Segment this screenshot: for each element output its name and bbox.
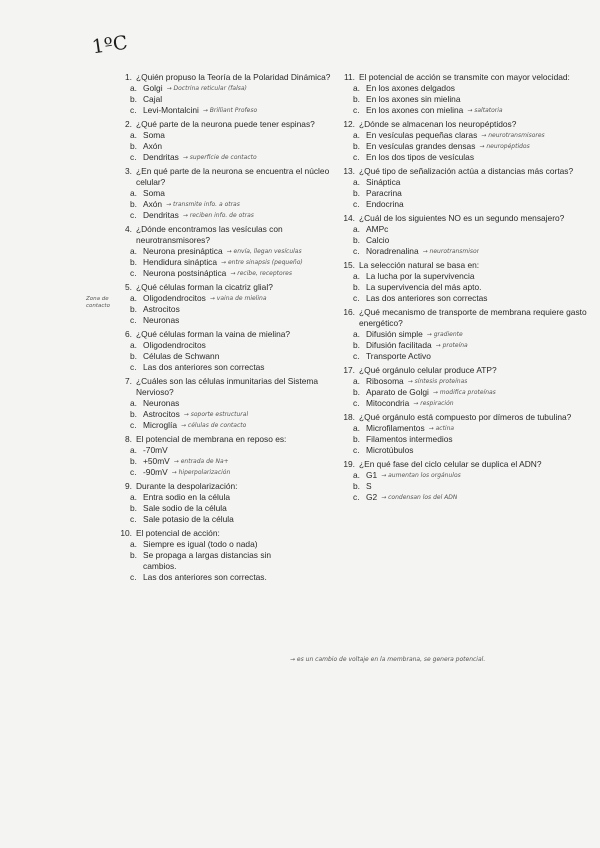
option-letter: a. [130, 492, 137, 502]
question-header [114, 72, 346, 83]
answer-option[interactable] [337, 177, 587, 188]
option-text: Soma [143, 130, 165, 140]
option-text: Filamentos intermedios [366, 434, 453, 444]
margin-note: Zona de contacto [86, 296, 110, 309]
answer-option[interactable] [337, 340, 587, 351]
option-letter: b. [353, 94, 360, 104]
handwritten-note: → proteína [435, 342, 468, 349]
option-letter: c. [130, 105, 137, 115]
option-text: En los dos tipos de vesículas [366, 152, 475, 162]
question [114, 119, 346, 163]
handwritten-note: → soporte estructural [183, 411, 249, 418]
option-text: En los axones delgados [366, 83, 455, 93]
option-text: En vesículas pequeñas claras [366, 130, 478, 140]
option-letter: b. [353, 235, 360, 245]
option-letter: a. [130, 188, 137, 198]
answer-option[interactable] [337, 94, 587, 105]
option-letter: a. [130, 83, 137, 93]
option-text: En los axones con mielina [366, 105, 464, 115]
question-header [337, 119, 587, 130]
answer-option[interactable] [337, 481, 587, 492]
question-text: El potencial de acción se transmite con mayor velocidad: [359, 72, 570, 82]
option-text: -70mV [143, 445, 168, 455]
answer-option[interactable] [337, 141, 587, 152]
question-header [337, 213, 587, 224]
question-header [114, 119, 346, 130]
option-text: Endocrina [366, 199, 404, 209]
option-letter: b. [353, 282, 360, 292]
question [337, 365, 587, 409]
question-number: 19. [343, 459, 355, 469]
question-text: ¿Qué tipo de señalización actúa a distancias más cortas? [359, 166, 574, 176]
option-letter: a. [353, 224, 360, 234]
option-letter: c. [130, 152, 137, 162]
option-text: Paracrina [366, 188, 402, 198]
handwritten-note: → reciben info. de otras [182, 212, 254, 219]
option-text: La lucha por la supervivencia [366, 271, 475, 281]
question-header [114, 282, 346, 293]
option-text: Entra sodio en la célula [143, 492, 231, 502]
handwritten-note: → Brilliant Profeso [202, 107, 258, 114]
option-text: Cajal [143, 94, 163, 104]
answer-option[interactable] [114, 246, 346, 257]
option-text: G1 [366, 470, 378, 480]
option-text: Oligodendrocitos [143, 340, 206, 350]
question-text: El potencial de membrana en reposo es: [136, 434, 287, 444]
option-text: Microtúbulos [366, 445, 414, 455]
option-text: Astrocitos [143, 409, 180, 419]
option-letter: b. [130, 409, 137, 419]
bottom-handwritten-note: → es un cambio de voltaje en la membrana, se genera potencial. [290, 656, 486, 663]
question [337, 166, 587, 210]
option-text: Neurona postsináptica [143, 268, 227, 278]
answer-option[interactable] [114, 257, 346, 268]
option-letter: b. [130, 304, 137, 314]
answer-option[interactable] [114, 514, 346, 525]
answer-option[interactable] [337, 434, 587, 445]
answer-option[interactable] [337, 188, 587, 199]
option-letter: a. [130, 340, 137, 350]
option-text: Neuronas [143, 315, 180, 325]
option-letter: a. [130, 246, 137, 256]
answer-option[interactable] [114, 503, 346, 514]
option-text: Difusión facilitada [366, 340, 432, 350]
option-letter: b. [353, 387, 360, 397]
option-text: +50mV [143, 456, 170, 466]
option-letter: b. [130, 257, 137, 267]
option-letter: a. [353, 376, 360, 386]
option-text: Sale potasio de la célula [143, 514, 234, 524]
option-letter: c. [130, 467, 137, 477]
option-text: Las dos anteriores son correctas [143, 362, 265, 372]
handwritten-note: → Doctrina reticular (falsa) [166, 85, 247, 92]
handwritten-note: → hiperpolarización [171, 469, 231, 476]
answer-option[interactable] [114, 340, 346, 351]
question-number: 6. [125, 329, 132, 339]
option-letter: a. [130, 293, 137, 303]
question [114, 224, 346, 279]
answer-option[interactable] [337, 105, 587, 116]
question-number: 17. [343, 365, 355, 375]
option-letter: b. [130, 456, 137, 466]
option-text: Axón [143, 141, 163, 151]
handwritten-note: → vaina de mielina [209, 295, 267, 302]
question-number: 16. [343, 307, 355, 317]
handwritten-note: → neurotransmisor [422, 248, 480, 255]
option-text: Células de Schwann [143, 351, 220, 361]
option-text: Siempre es igual (todo o nada) [143, 539, 258, 549]
answer-option[interactable] [114, 293, 346, 304]
question-header [114, 481, 346, 492]
option-letter: a. [353, 470, 360, 480]
handwritten-note: → transmite info. a otras [166, 201, 240, 208]
question-number: 11. [343, 72, 355, 82]
option-text: En vesículas grandes densas [366, 141, 476, 151]
option-text: Las dos anteriores son correctas. [143, 572, 267, 582]
handwritten-note: → entre sinapsis (pequeño) [221, 259, 303, 266]
question-header [114, 166, 346, 188]
question-text: ¿Qué orgánulo celular produce ATP? [359, 365, 497, 375]
question-number: 12. [343, 119, 355, 129]
option-text: -90mV [143, 467, 168, 477]
answer-option[interactable] [114, 409, 346, 420]
question-text: ¿Quién propuso la Teoría de la Polaridad Dinámica? [136, 72, 331, 82]
answer-option[interactable] [337, 445, 587, 456]
question-text: ¿Cuál de los siguientes NO es un segundo mensajero? [359, 213, 565, 223]
question [337, 119, 587, 163]
answer-option[interactable] [114, 304, 346, 315]
option-letter: c. [353, 152, 360, 162]
option-letter: b. [130, 351, 137, 361]
answer-option[interactable] [114, 467, 346, 478]
left-column [114, 72, 346, 586]
question-header [114, 434, 346, 445]
option-text: Astrocitos [143, 304, 180, 314]
answer-option[interactable] [114, 492, 346, 503]
option-letter: c. [130, 362, 137, 372]
handwritten-note: → células de contacto [180, 422, 247, 429]
question-text: ¿Qué células forman la vaina de mielina? [136, 329, 291, 339]
right-column [337, 72, 587, 506]
answer-option[interactable] [337, 351, 587, 362]
question-number: 14. [343, 213, 355, 223]
question-header [337, 459, 587, 470]
question-header [337, 260, 587, 271]
option-text: Calcio [366, 235, 390, 245]
option-text: G2 [366, 492, 378, 502]
question-number: 3. [125, 166, 132, 176]
answer-option[interactable] [114, 351, 346, 362]
question-number: 5. [125, 282, 132, 292]
option-text: Neuronas [143, 398, 180, 408]
question [114, 329, 346, 373]
option-letter: c. [353, 293, 360, 303]
option-letter: b. [353, 434, 360, 444]
option-text: La supervivencia del más apto. [366, 282, 482, 292]
question-number: 10. [120, 528, 132, 538]
question-text: ¿En qué parte de la neurona se encuentra el núcleo celular? [136, 166, 330, 187]
option-text: Dendritas [143, 152, 179, 162]
option-text: Dendritas [143, 210, 179, 220]
answer-option[interactable] [114, 539, 346, 550]
question [114, 376, 346, 431]
handwritten-note: → aumentan los orgánulos [381, 472, 461, 479]
question [337, 260, 587, 304]
question-header [114, 329, 346, 340]
handwritten-note: → superficie de contacto [182, 154, 257, 161]
answer-option[interactable] [114, 94, 346, 105]
answer-option[interactable] [114, 130, 346, 141]
option-text: Axón [143, 199, 163, 209]
question-header [114, 528, 346, 539]
question [114, 72, 346, 116]
answer-option[interactable] [337, 235, 587, 246]
question-header [337, 72, 587, 83]
question-header [337, 365, 587, 376]
option-text: Microfilamentos [366, 423, 425, 433]
question [114, 166, 346, 221]
answer-option[interactable] [337, 293, 587, 304]
option-text: Difusión simple [366, 329, 423, 339]
answer-option[interactable] [114, 141, 346, 152]
answer-option[interactable] [337, 199, 587, 210]
option-letter: a. [130, 130, 137, 140]
answer-option[interactable] [337, 282, 587, 293]
handwritten-note: → neuropéptidos [479, 143, 530, 150]
handwritten-note: → actina [428, 425, 455, 432]
option-text: Ribosoma [366, 376, 404, 386]
option-letter: c. [353, 445, 360, 455]
option-letter: c. [353, 105, 360, 115]
answer-option[interactable] [337, 329, 587, 340]
handwritten-note: → neurotransmisores [481, 132, 545, 139]
option-text: Neurona presináptica [143, 246, 223, 256]
option-text: Soma [143, 188, 165, 198]
option-letter: b. [130, 503, 137, 513]
option-letter: c. [130, 315, 137, 325]
option-text: Oligodendrocitos [143, 293, 206, 303]
answer-option[interactable] [337, 224, 587, 235]
answer-option[interactable] [114, 362, 346, 373]
answer-option[interactable] [114, 83, 346, 94]
option-text: S [366, 481, 372, 491]
question-number: 4. [125, 224, 132, 234]
option-letter: a. [353, 177, 360, 187]
handwritten-note: → saltatoria [467, 107, 503, 114]
question-text: ¿Qué parte de la neurona puede tener espinas? [136, 119, 315, 129]
option-text: Transporte Activo [366, 351, 431, 361]
answer-option[interactable] [337, 376, 587, 387]
option-letter: a. [353, 423, 360, 433]
question-text: Durante la despolarización: [136, 481, 238, 491]
answer-option[interactable] [337, 152, 587, 163]
question-header [337, 412, 587, 423]
answer-option[interactable] [114, 445, 346, 456]
question-number: 9. [125, 481, 132, 491]
question [114, 528, 346, 583]
answer-option[interactable] [114, 398, 346, 409]
question-number: 2. [125, 119, 132, 129]
option-text: Aparato de Golgi [366, 387, 429, 397]
question [114, 434, 346, 478]
option-text: Mitocondria [366, 398, 410, 408]
option-text: Noradrenalina [366, 246, 419, 256]
question [337, 307, 587, 362]
question-text: ¿Dónde encontramos las vesículas con neurotransmisores? [136, 224, 283, 245]
answer-option[interactable] [337, 130, 587, 141]
option-text: Golgi [143, 83, 163, 93]
handwritten-note: → modifica proteínas [432, 389, 496, 396]
handwritten-note: → síntesis proteínas [407, 378, 468, 385]
question-header [114, 376, 346, 398]
answer-option[interactable] [114, 210, 346, 221]
answer-option[interactable] [337, 246, 587, 257]
option-letter: c. [130, 572, 137, 582]
option-text: AMPc [366, 224, 389, 234]
option-letter: b. [353, 188, 360, 198]
question [114, 481, 346, 525]
answer-option[interactable] [114, 315, 346, 326]
question [337, 459, 587, 503]
question-text: ¿Dónde se almacenan los neuropéptidos? [359, 119, 517, 129]
answer-option[interactable] [114, 572, 346, 583]
question-number: 15. [343, 260, 355, 270]
answer-option[interactable] [114, 550, 346, 561]
question-header [337, 166, 587, 177]
question-number: 13. [343, 166, 355, 176]
option-text: cambios. [143, 561, 177, 571]
option-letter: c. [130, 210, 137, 220]
answer-option[interactable] [114, 456, 346, 467]
answer-option[interactable] [337, 492, 587, 503]
option-letter: a. [130, 445, 137, 455]
handwritten-note: → envía, llegan vesículas [226, 248, 302, 255]
question [114, 282, 346, 326]
question-number: 18. [343, 412, 355, 422]
question-text: ¿Qué orgánulo está compuesto por dímeros de tubulina? [359, 412, 572, 422]
option-letter: b. [353, 141, 360, 151]
option-letter: c. [353, 398, 360, 408]
option-letter: b. [130, 550, 137, 560]
answer-option[interactable] [337, 83, 587, 94]
option-text: Sináptica [366, 177, 401, 187]
option-text: Microglía [143, 420, 177, 430]
handwritten-note: → respiración [413, 400, 454, 407]
answer-option[interactable] [114, 105, 346, 116]
answer-option[interactable] [114, 268, 346, 279]
question-header [337, 307, 587, 329]
option-letter: b. [130, 141, 137, 151]
option-letter: c. [353, 351, 360, 361]
option-letter: a. [130, 398, 137, 408]
answer-option[interactable] [114, 152, 346, 163]
handwritten-note: → recibe, receptores [230, 270, 292, 277]
option-letter: c. [353, 199, 360, 209]
question [337, 213, 587, 257]
answer-option[interactable] [337, 271, 587, 282]
question-number: 8. [125, 434, 132, 444]
option-text: Levi-Montalcini [143, 105, 199, 115]
option-letter: c. [130, 420, 137, 430]
option-text: Se propaga a largas distancias sin [143, 550, 272, 560]
option-letter: a. [353, 130, 360, 140]
answer-option[interactable] [337, 387, 587, 398]
question-text: La selección natural se basa en: [359, 260, 480, 270]
answer-option[interactable] [337, 423, 587, 434]
option-letter: c. [353, 246, 360, 256]
question [337, 412, 587, 456]
option-letter: a. [353, 271, 360, 281]
option-letter: a. [353, 83, 360, 93]
question [337, 72, 587, 116]
answer-option[interactable] [114, 420, 346, 431]
answer-option[interactable] [114, 188, 346, 199]
handwritten-note: → gradiente [426, 331, 463, 338]
option-letter: b. [130, 199, 137, 209]
corner-mark: 1ºC [90, 31, 129, 59]
option-text: Sale sodio de la célula [143, 503, 227, 513]
question-number: 7. [125, 376, 132, 386]
handwritten-note: → condensan los del ADN [381, 494, 458, 501]
question-text: ¿Cuáles son las células inmunitarias del Sistema Nervioso? [136, 376, 319, 397]
question-number: 1. [125, 72, 132, 82]
question-text: ¿Qué mecanismo de transporte de membrana requiere gasto energético? [359, 307, 587, 328]
question-header [114, 224, 346, 246]
question-text: El potencial de acción: [136, 528, 220, 538]
answer-option[interactable] [337, 398, 587, 409]
option-letter: c. [130, 268, 137, 278]
option-text: En los axones sin mielina [366, 94, 461, 104]
answer-option[interactable] [114, 199, 346, 210]
question-text: ¿Qué células forman la cicatriz glial? [136, 282, 273, 292]
answer-option[interactable] [337, 470, 587, 481]
option-letter: a. [353, 329, 360, 339]
option-letter: b. [130, 94, 137, 104]
option-text: Las dos anteriores son correctas [366, 293, 488, 303]
option-letter: a. [130, 539, 137, 549]
option-letter [130, 561, 143, 572]
option-letter: c. [353, 492, 360, 502]
handwritten-note: → entrada de Na+ [173, 458, 229, 465]
option-letter: b. [353, 340, 360, 350]
option-letter: c. [130, 514, 137, 524]
option-text: Hendidura sináptica [143, 257, 218, 267]
question-text: ¿En qué fase del ciclo celular se duplica el ADN? [359, 459, 542, 469]
option-letter: b. [353, 481, 360, 491]
answer-option[interactable] [114, 561, 346, 572]
